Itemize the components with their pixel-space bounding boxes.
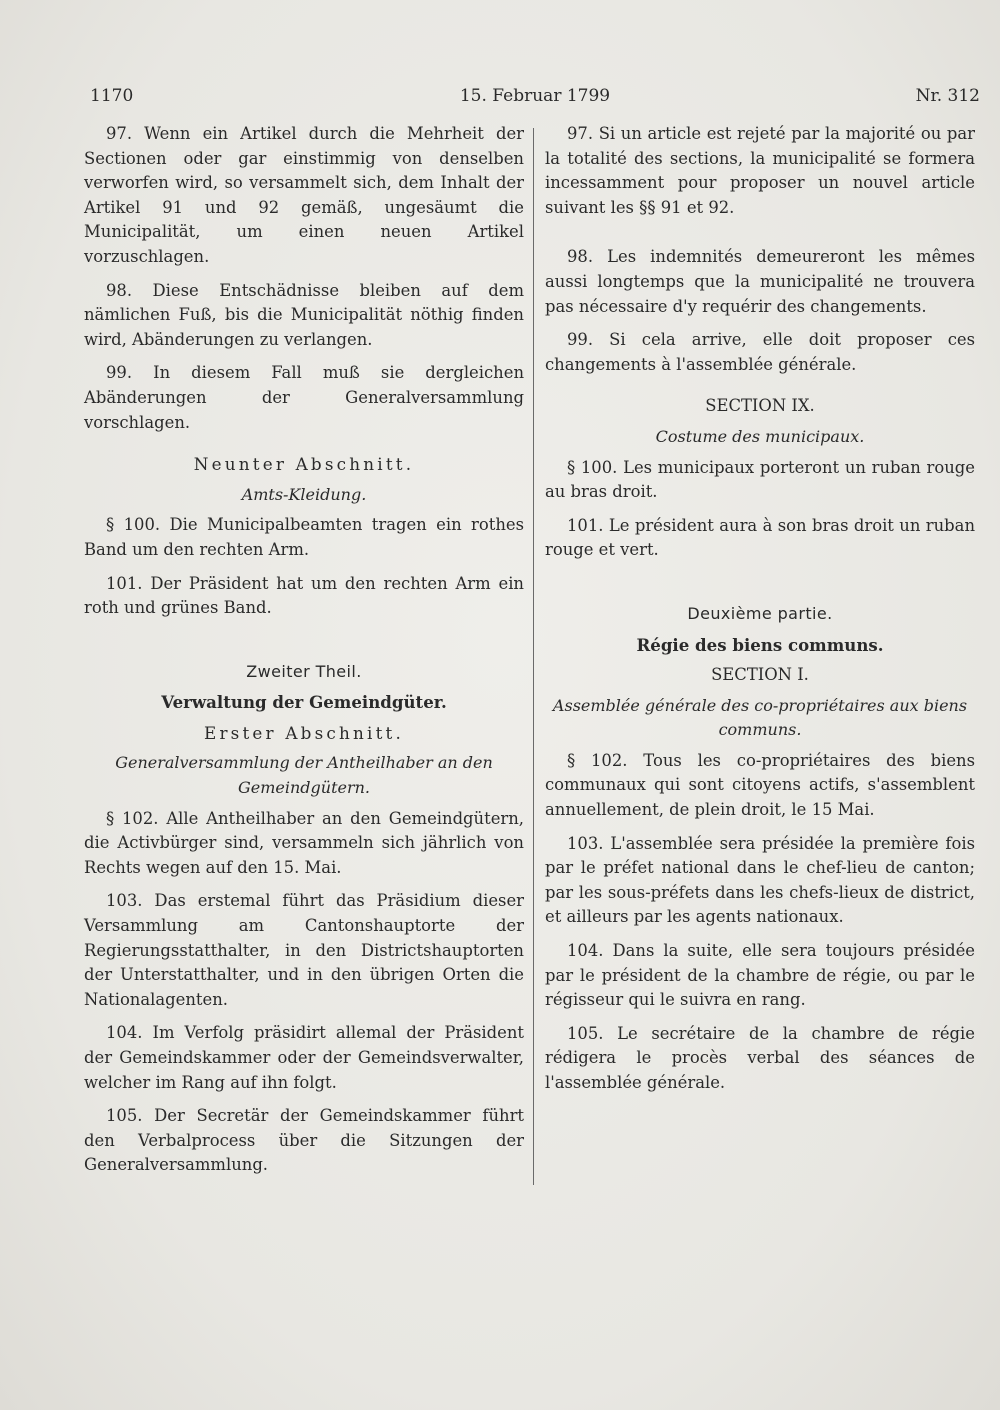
paragraph-98: 98. Les indemnités demeureront les mêmes aussi longtemps que la municipalité ne trouvera pas nécessaire d'y requérir des changements. <box>545 247 975 316</box>
paragraph-97: 97. Wenn ein Artikel durch die Mehrheit der Sectionen oder gar einstimmig von denselben verworfen wird, so versammelt sich, dem Inhalt der Artikel 91 und 92 gemäß, ungesäumt die Municipalität, um einen neuen Artikel vorzuschlagen. <box>84 124 524 266</box>
german-column <box>84 122 524 1187</box>
paragraph-101: 101. Le président aura à son bras droit un ruban rouge et vert. <box>545 515 975 560</box>
paragraph-99: 99. In diesem Fall muß sie dergleichen Abänderungen der Generalversammlung vorschlagen. <box>84 363 524 432</box>
issue-number: Nr. 312 <box>915 86 980 106</box>
part-title: Deuxième partie. <box>687 603 833 623</box>
page-header <box>90 86 980 116</box>
paragraph-105: 105. Der Secretär der Gemeindskammer führt den Verbalprocess über die Sitzungen der Generalversammlung. <box>84 1106 524 1175</box>
paragraph-102: § 102. Tous les co-propriétaires des biens communaux qui sont citoyens actifs, s'assemblent annuellement, de plein droit, le 15 Mai. <box>545 750 975 820</box>
part-subtitle: Régie des biens communs. <box>636 634 884 655</box>
part-subtitle: Verwaltung der Gemeindgüter. <box>161 692 447 713</box>
paragraph-102: § 102. Alle Antheilhaber an den Gemeindgütern, die Activbürger sind, versammeln sich jährlich von Rechts wegen auf den 15. Mai. <box>84 808 524 877</box>
paragraph-103: 103. Das erstemal führt das Präsidium dieser Versammlung am Cantonshauptorte der Regierungsstatthalter, in den Districtshauptorten der Unterstatthalter, und in den übrigen Orten die Nationalagenten. <box>84 891 524 1009</box>
column-divider <box>533 128 534 1185</box>
page-number: 1170 <box>90 86 134 106</box>
section-9-title: Neunter Abschnitt. <box>193 454 415 475</box>
header-date: 15. Februar 1799 <box>459 86 611 106</box>
section-9-subtitle: Amts-Kleidung. <box>241 484 367 504</box>
section-9-title: SECTION IX. <box>705 396 815 416</box>
paragraph-97: 97. Si un article est rejeté par la majorité ou par la totalité des sections, la municipalité se formera incessamment pour proposer un nouvel article suivant les §§ 91 et 92. <box>545 124 975 217</box>
section-1-subtitle: Generalversammlung der Antheilhaber an den Gemeindgütern. <box>115 753 493 798</box>
paragraph-98: 98. Diese Entschädnisse bleiben auf dem nämlichen Fuß, bis die Municipalität nöthig finden wird, Abänderungen zu verlangen. <box>84 280 524 349</box>
section-1-title: Erster Abschnitt. <box>204 722 404 743</box>
paragraph-100: § 100. Die Municipalbeamten tragen ein rothes Band um den rechten Arm. <box>84 515 524 559</box>
french-column <box>545 122 975 1105</box>
paragraph-105: 105. Le secrétaire de la chambre de régie rédigera le procès verbal des séances de l'assemblée générale. <box>545 1023 975 1092</box>
section-1-title: SECTION I. <box>711 665 809 685</box>
paragraph-101: 101. Der Präsident hat um den rechten Arm ein roth und grünes Band. <box>84 573 524 618</box>
section-9-subtitle: Costume des municipaux. <box>655 426 865 446</box>
section-1-subtitle: Assemblée générale des co-propriétaires aux biens communs. <box>552 695 968 740</box>
paragraph-104: 104. Im Verfolg präsidirt allemal der Präsident der Gemeindskammer oder der Gemeindsverwalter, welcher im Rang auf ihn folgt. <box>84 1023 524 1092</box>
paragraph-103: 103. L'assemblée sera présidée la première fois par le préfet national dans le chef-lieu de canton; par les sous-préfets dans les chefs-lieux de district, et ailleurs par les agents nationaux. <box>545 833 975 927</box>
part-title: Zweiter Theil. <box>246 661 362 681</box>
paragraph-100: § 100. Les municipaux porteront un ruban rouge au bras droit. <box>545 457 975 502</box>
paragraph-99: 99. Si cela arrive, elle doit proposer ces changements à l'assemblée générale. <box>545 330 975 374</box>
paragraph-104: 104. Dans la suite, elle sera toujours présidée par le président de la chambre de régie, ou par le régisseur qui le suivra en rang. <box>545 941 975 1010</box>
